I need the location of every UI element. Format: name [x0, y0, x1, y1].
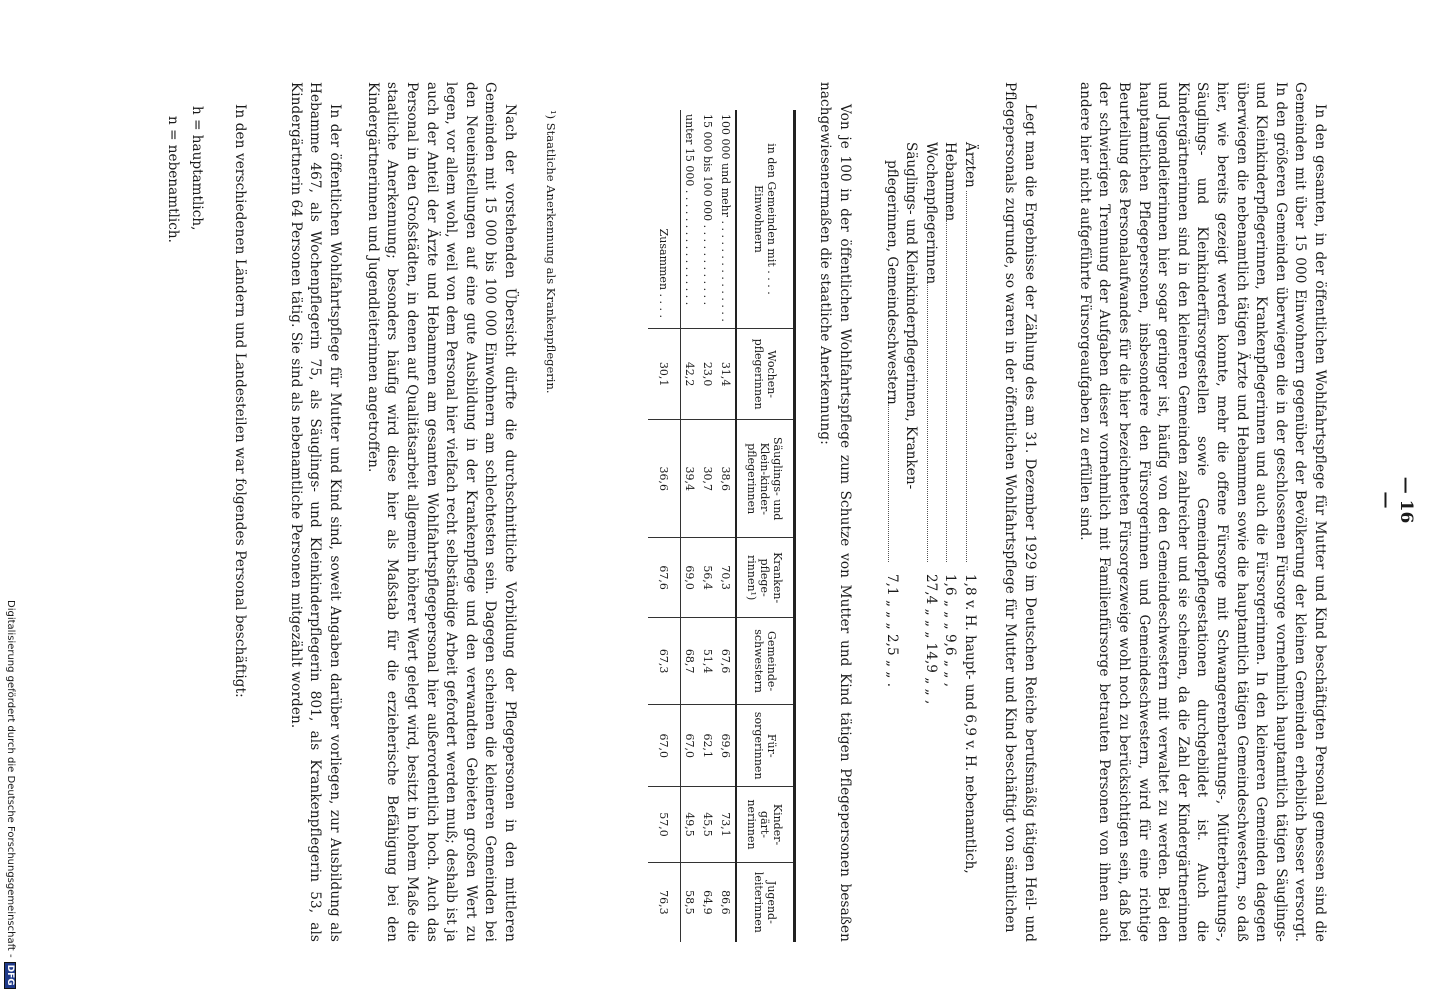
table-cell: 31,4 [717, 329, 736, 420]
leader-dots [946, 206, 959, 562]
dfg-logo-icon: DFG [4, 962, 16, 989]
table-column-header: Säuglings- und Klein-kinder-pflegerinnen [736, 420, 795, 538]
table-column-header: Gemeinde-schwestern [736, 618, 795, 705]
leader-dots [966, 191, 979, 562]
table-cell: 67,6 [648, 538, 681, 618]
staff-share-row [940, 142, 960, 942]
table-cell: 62,1 [699, 705, 717, 787]
table-corner-header: in den Gemeinden mit . . . . Einwohnern [736, 110, 795, 329]
staff-share-value: 7,1 „ „ „ 2,5 „ „ . [883, 574, 900, 688]
table-cell: 23,0 [699, 329, 717, 420]
leader-dots [888, 396, 901, 562]
paragraph-ausbildung-text: In der öffentlichen Wohlfahrtspflege für Mutter und Kind sind, soweit Angaben darüber vorliegen, zur Ausbildung als Hebamme 467, als Wochenpflegerin 75, als Säuglings- und Kleinkinderpflegerin 801, als Krankenpflegerin 53, als Kindergärtnerin 64 Personen tätig. Sie sind als nebenamtliche Personen mitgezählt worden. [287, 82, 343, 942]
paragraph-gesamten [1074, 82, 1329, 942]
table-cell: 70,3 [717, 538, 736, 618]
table-row-label: unter 15 000 . . . . . . . . . . . . . . . . . [683, 114, 697, 306]
paragraph-zaehlung [1000, 82, 1039, 942]
certification-table [648, 110, 796, 942]
credit-text: Digitalisierung gefördert durch die Deutsche Forschungsgemeinschaft - [5, 600, 16, 958]
staff-share-category: Wochenpflegerinnen [922, 142, 939, 285]
paragraph-anerkennung [815, 82, 854, 942]
paragraph-anerkennung-text: Von je 100 in der öffentlichen Wohlfahrtspflege zum Schutze von Mutter und Kind tätigen Pflegepersonen besaßen nachgewiesenermaßen die staatliche Anerkennung: [817, 82, 853, 942]
table-cell: 67,0 [648, 705, 681, 787]
leader-dots [927, 278, 940, 562]
table-cell: 45,5 [699, 787, 717, 862]
table-cell: 38,6 [717, 420, 736, 538]
table-cell: 69,6 [717, 705, 736, 787]
paragraph-ausbildung [285, 82, 344, 942]
table-cell: 76,3 [648, 862, 681, 942]
paragraph-vorbildung-text: Nach der vorstehenden Übersicht dürfte die durchschnittliche Vorbildung der Pflegepersonen in den mittleren Gemeinden mit 15 000 bis 100 000 Einwohnern am schlechtesten sein. Dagegen scheinen die kleineren Gemeinden bei den Neueinstellungen auf eine gute Ausbildung in der Krankenpflege und den verwandten Gebieten großen Wert zu legen, vor allem wohl, weil von dem Personal hier vielfach recht selbständige Arbeit gefordert werden muß; deshalb ist ja auch der Anteil der Ärzte und Hebammen am gesamten Wohlfahrtspflegepersonal hier außerordentlich hoch. Auch das Personal in den Großstädten, in denen auf Qualitätsarbeit allgemein höherer Wert gelegt wird, besitzt in hohem Maße die staatliche Anerkennung; besonders häufig wird diese hier als Maßstab für die erzieherische Befähigung bei den Kindergärtnerinnen und Jugendleiterinnen angetroffen. [364, 82, 518, 942]
staff-share-row [881, 142, 901, 942]
table-column-header: Für-sorgerinnen [736, 705, 795, 787]
staff-share-row [959, 142, 979, 942]
table-cell: 30,1 [648, 329, 681, 420]
table-row-label: 100 000 und mehr . . . . . . . . . . . . . . . [719, 114, 733, 322]
table-cell: 36,6 [648, 420, 681, 538]
table-cell: 57,0 [648, 787, 681, 862]
abbreviation-legend-item: n = nebenamtlich. [165, 116, 181, 243]
table-header-row [736, 110, 795, 942]
table-cell: 86,6 [717, 862, 736, 942]
table-row-label: Zusammen . . . . [648, 110, 681, 329]
table-cell: 58,5 [681, 862, 700, 942]
table-cell: 68,7 [681, 618, 700, 705]
staff-share-category: Hebammen [942, 142, 959, 222]
paragraph-gesamten-text: In den gesamten, in der öffentlichen Wohlfahrtspflege für Mutter und Kind beschäftigten Personal gemessen sind die Gemeinden mit über 15 000 Einwohnern gegenüber der Bevölkerung der kleinen Gemeinden erheblich besser versorgt. In den größeren Gemeinden überwiegen die in der geschlossenen Fürsorge vornehmlich hauptamtlich tätigen Säuglings- und Kleinkinderpflegerinnen, Krankenpflegerinnen und auch die Fürsorgerinnen. In den kleineren Gemeinden dagegen überwiegen die nebenamtlich tätigen Ärzte und Hebammen sowie die hauptamtlich tätigen Gemeindeschwestern, so daß hier, wie bereits gezeigt werden konnte, mehr die offene Fürsorge mit Schwangerenberatungs-, Mütterberatungs-, Säuglings- und Kleinkinderfürsorgestellen sowie Gemeindepflegestationen durchgebildet ist. Auch die Kindergärtnerinnen sind in den kleineren Gemeinden zahlreicher und sie scheinen, da die Zahl der Kindergärtnerinnen und Jugendleiterinnen hier sogar geringer ist, häufig von den Gemeindeschwestern mit verwaltet zu werden. Bei den hauptamtlichen Pflegepersonen, insbesondere den Fürsorgerinnen und Gemeindeschwestern, wird für eine richtige Beurteilung des Personalaufwandes für die hier bezeichneten Fürsorgezweige wohl noch zu berücksichtigen sein, daß bei der schwierigen Trennung der Aufgaben dieser vornehmlich mit Familienfürsorge betrauten Personen von ihnen auch andere hier nicht aufgeführte Fürsorgeaufgaben zu erfüllen sind. [1076, 82, 1328, 942]
paragraph-laender-text: In den verschiedenen Ländern und Landesteilen war folgendes Personal beschäftigt: [232, 104, 248, 698]
staff-share-value: 27,4 „ „ „ 14,9 „ „ , [922, 574, 939, 705]
table-column-header: Jugend-leiterinnen [736, 862, 795, 942]
digitization-credit [4, 600, 16, 989]
page-number: — 16 — [1376, 470, 1416, 530]
table-cell: 67,6 [717, 618, 736, 705]
table-row-label: 15 000 bis 100 000 . . . . . . . . . . . . [701, 114, 715, 306]
table-cell: 49,5 [681, 787, 700, 862]
abbreviation-legend-item: h = hauptamtlich, [189, 106, 205, 231]
table-cell: 73,1 [717, 787, 736, 862]
footnote: ¹) Staatliche Anerkennung als Krankenpflegerin. [544, 110, 558, 394]
table-row [699, 110, 717, 942]
table-column-header: Wochen-pflegerinnen [736, 329, 795, 420]
table-cell: 67,3 [648, 618, 681, 705]
table-row [681, 110, 700, 942]
table-cell: 51,4 [699, 618, 717, 705]
staff-share-list [881, 142, 979, 942]
table-row [717, 110, 736, 942]
table-cell: 69,0 [681, 538, 700, 618]
staff-share-category: pflegerinnen, Gemeindeschwestern [883, 160, 900, 405]
table-cell: 64,9 [699, 862, 717, 942]
table-cell: 42,2 [681, 329, 700, 420]
staff-share-category: Ärzten [962, 142, 978, 188]
paragraph-zaehlung-text: Legt man die Ergebnisse der Zählung des am 31. Dezember 1929 im Deutschen Reiche berufsmäßig tätigen Heil- und Pflegepersonals zugrunde, so waren in der öffentlichen Wohlfahrtspflege für Mutter und Kind beschäftigt von sämtlichen [1002, 82, 1038, 942]
table-column-header: Kinder-gärt-nerinnen [736, 787, 795, 862]
table-cell: 56,4 [699, 538, 717, 618]
staff-share-category: Säuglings- und Kleinkinderpflegerinnen, Kranken- [903, 142, 920, 490]
staff-share-row [920, 142, 940, 942]
table-cell: 30,7 [699, 420, 717, 538]
table-column-header: Kranken-pflege-rinnen¹) [736, 538, 795, 618]
paragraph-laender [229, 82, 249, 942]
staff-share-value: 1,6 „ „ „ 9,6 „ „ , [942, 574, 959, 688]
table-total-row [648, 110, 681, 942]
staff-share-value: 1,8 v. H. haupt- und 6,9 v. H. nebenamtlich, [962, 574, 978, 874]
staff-share-row [901, 142, 921, 942]
paragraph-vorbildung [362, 82, 519, 942]
table-cell: 39,4 [681, 420, 700, 538]
table-cell: 67,0 [681, 705, 700, 787]
